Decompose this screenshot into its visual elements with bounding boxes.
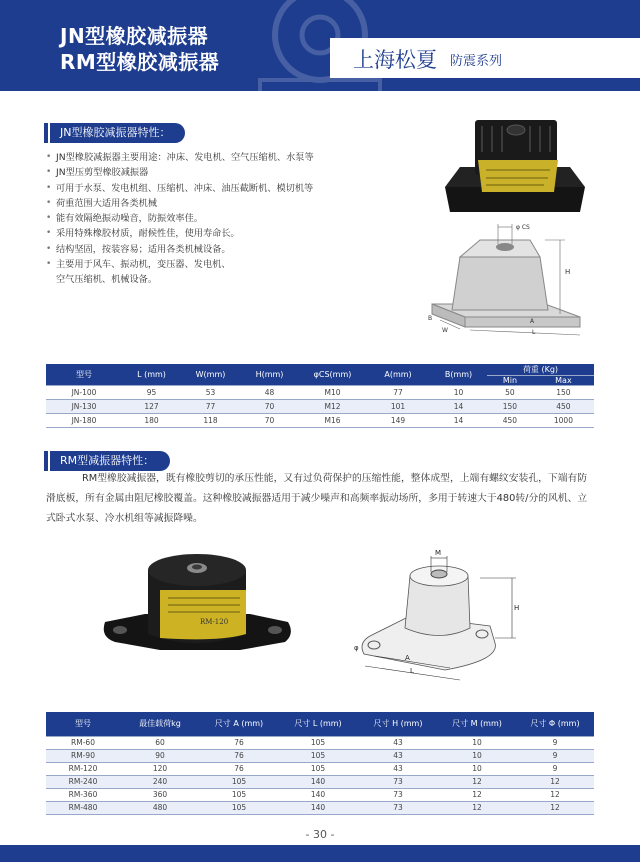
list-item: • JN型橡胶减振器主要用途：冲床、发电机、空气压缩机、水泵等 [46,150,346,165]
table-cell: 12 [438,788,516,801]
rm-product-photo [100,542,295,672]
table-row [46,775,594,788]
table-cell: 105 [200,801,278,814]
table-row [46,749,594,762]
table-cell: 120 [120,762,200,775]
table-cell: 140 [278,788,358,801]
table-cell: M10 [299,386,366,400]
table-subheader: Max [533,376,594,386]
table-cell: 12 [516,788,594,801]
table-cell: RM-90 [46,749,120,762]
dim-l: L [410,667,414,675]
table-cell: 140 [278,801,358,814]
table-cell: 105 [200,775,278,788]
list-item: 空气压缩机、机械设备。 [56,274,158,286]
dim-a: A [405,654,410,662]
rm-description: RM型橡胶减振器，既有橡胶剪切的承压性能，又有过负荷保护的压缩性能，整体成型，上端有螺纹安装孔，下端有防滑底板，所有金属由阻尼橡胶覆盖。这种橡胶减振器适用于减少噪声和高频率振动场所，多用于转速大于480转/分的风机、立式卧式水泵、冷水机组等减振降噪。 [46,473,588,524]
table-cell: JN-130 [46,400,122,414]
rm-product-label: RM-120 [200,618,229,626]
table-cell: 48 [240,386,299,400]
dim-phi: φ [354,644,359,652]
table-row [46,386,594,400]
table-cell: 105 [278,736,358,749]
table-cell: 360 [120,788,200,801]
table-cell: 77 [366,386,430,400]
table-cell: 9 [516,762,594,775]
list-item: • 采用特殊橡胶材质，耐候性佳，使用寿命长。 [46,226,346,241]
dim-w: W [442,327,448,334]
table-cell: 95 [122,386,181,400]
list-item: • 主要用于风车、振动机，变压器、发电机、 [46,257,346,272]
table-cell: 1000 [533,414,594,428]
dim-cs: φ CS [516,224,530,231]
table-cell: 105 [278,762,358,775]
table-cell: 105 [278,749,358,762]
table-cell: 50 [487,386,533,400]
table-cell: 53 [181,386,240,400]
table-cell: 76 [200,762,278,775]
list-item: • 结构坚固，按装容易；适用各类机械设备。 [46,242,346,257]
table-cell: 70 [240,414,299,428]
table-cell: 73 [358,775,438,788]
table-cell: 14 [430,414,487,428]
table-cell: 127 [122,400,181,414]
brand-name: 上海松夏 [353,48,437,72]
table-cell: 12 [438,775,516,788]
page-title-jn: JN型橡胶减振器 [60,24,209,48]
rm-spec-table [46,712,594,815]
table-row [46,414,594,428]
table-cell: 73 [358,788,438,801]
table-cell: 10 [438,749,516,762]
table-cell: 10 [438,762,516,775]
page-number: - 30 - [305,828,335,841]
table-cell: 14 [430,400,487,414]
page-title-rm: RM型橡胶减振器 [60,50,220,74]
table-row [46,400,594,414]
table-cell: RM-480 [46,801,120,814]
table-header: 尺寸 H (mm) [358,712,438,736]
jn-section-label: JN型橡胶减振器特性： [50,123,185,143]
table-header: 尺寸 L (mm) [278,712,358,736]
table-cell: 10 [430,386,487,400]
table-cell: 73 [358,801,438,814]
table-cell: 60 [120,736,200,749]
table-header: 型号 [46,364,122,386]
table-cell: 180 [122,414,181,428]
jn-spec-table [46,364,594,428]
jn-feature-list [46,150,346,288]
page-header [0,0,640,91]
footer-bar [0,845,640,862]
table-header: 尺寸 M (mm) [438,712,516,736]
table-cell: JN-180 [46,414,122,428]
table-subheader: Min [487,376,533,386]
table-cell: 76 [200,736,278,749]
table-row [46,762,594,775]
table-header: 型号 [46,712,120,736]
table-cell: 70 [240,400,299,414]
table-cell: 43 [358,749,438,762]
table-cell: 9 [516,749,594,762]
table-header: H(mm) [240,364,299,386]
table-cell: 43 [358,762,438,775]
table-cell: 9 [516,736,594,749]
table-cell: 480 [120,801,200,814]
table-cell: 149 [366,414,430,428]
dim-b: B [428,315,433,322]
rm-dimension-diagram [350,548,530,688]
table-cell: 101 [366,400,430,414]
dim-h: H [514,604,520,612]
table-header: φCS(mm) [299,364,366,386]
table-header: L (mm) [122,364,181,386]
jn-product-photo [440,112,590,217]
dim-h: H [565,268,571,276]
table-cell: RM-360 [46,788,120,801]
table-cell: RM-240 [46,775,120,788]
table-cell: 240 [120,775,200,788]
brand-series: 防震系列 [450,54,503,69]
rm-section-label: RM型减振器特性： [50,451,170,471]
table-cell: 12 [438,801,516,814]
table-row [46,736,594,749]
table-header: 最佳载荷kg [120,712,200,736]
table-cell: 43 [358,736,438,749]
table-header: 尺寸 A (mm) [200,712,278,736]
table-row [46,788,594,801]
table-cell: JN-100 [46,386,122,400]
list-item: • 荷重范围大适用各类机械 [46,196,346,211]
dim-m: M [435,549,442,557]
table-cell: 105 [200,788,278,801]
dim-a: A [530,318,535,325]
table-cell: M16 [299,414,366,428]
list-item: • 能有效隔绝振动噪音，防振效率佳。 [46,211,346,226]
table-header: W(mm) [181,364,240,386]
jn-dimension-diagram [420,222,595,337]
table-cell: 150 [487,400,533,414]
table-row [46,801,594,814]
table-cell: 118 [181,414,240,428]
table-header: 荷重 (Kg) [487,364,594,376]
table-cell: 150 [533,386,594,400]
table-cell: M12 [299,400,366,414]
table-header: 尺寸 Φ (mm) [516,712,594,736]
table-cell: RM-120 [46,762,120,775]
dim-l: L [532,329,536,336]
table-header: B(mm) [430,364,487,386]
table-cell: 450 [533,400,594,414]
table-cell: 140 [278,775,358,788]
list-item: • JN型压剪型橡胶减振器 [46,165,346,180]
table-cell: 12 [516,801,594,814]
table-cell: 12 [516,775,594,788]
list-item: • 可用于水泵、发电机组、压缩机、冲床、油压截断机、模切机等 [46,181,346,196]
table-cell: 77 [181,400,240,414]
table-header: A(mm) [366,364,430,386]
table-cell: RM-60 [46,736,120,749]
table-cell: 76 [200,749,278,762]
table-cell: 450 [487,414,533,428]
brand-banner [330,38,640,78]
table-cell: 10 [438,736,516,749]
table-cell: 90 [120,749,200,762]
